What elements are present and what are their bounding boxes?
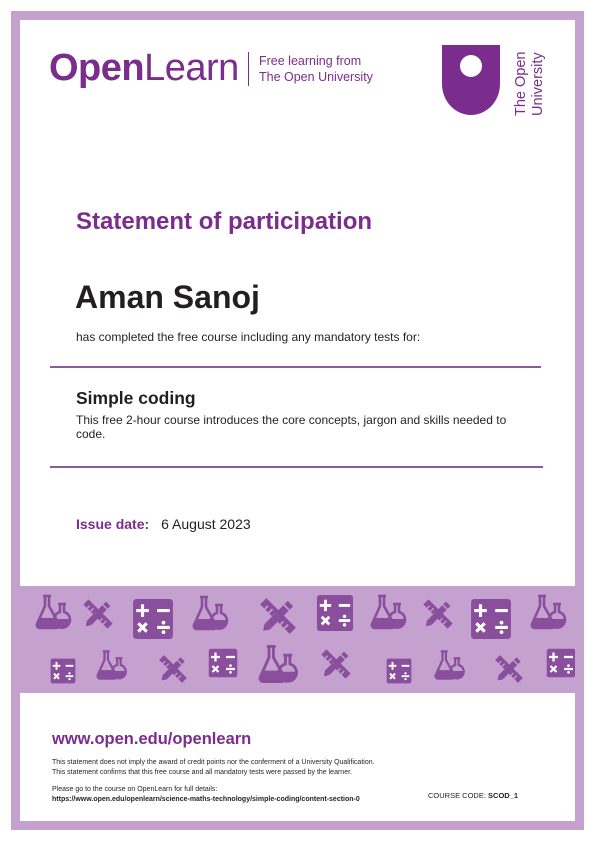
- ruler-pencil-icon: [318, 646, 354, 682]
- logo-divider: [248, 52, 249, 86]
- issue-date-value: 6 August 2023: [161, 516, 251, 532]
- calculator-icon: [132, 598, 174, 640]
- course-code-label: COURSE CODE:: [428, 791, 486, 800]
- calculator-icon: [546, 648, 575, 678]
- completion-statement: has completed the free course including any mandatory tests for:: [76, 330, 421, 344]
- disclaimer-line-2: This statement confirms that this free course and all mandatory tests were passed by the learner.: [52, 768, 352, 776]
- ruler-pencil-icon: [420, 596, 456, 632]
- flask-icon: [96, 648, 130, 682]
- flask-icon: [258, 642, 302, 686]
- issue-date-row: [76, 516, 251, 532]
- ruler-pencil-icon: [156, 652, 190, 686]
- ou-wordmark-line-2: University: [530, 52, 546, 116]
- divider-top: [50, 366, 541, 368]
- flask-icon: [370, 592, 410, 632]
- issue-date-label: Issue date:: [76, 516, 150, 532]
- flask-icon: [434, 648, 468, 682]
- calculator-icon: [208, 648, 238, 678]
- calculator-icon: [50, 658, 76, 684]
- tagline-line-2: The Open University: [259, 70, 373, 84]
- flask-icon: [192, 593, 232, 633]
- ou-wordmark-line-1: The Open: [513, 51, 529, 116]
- course-code-value: SCOD_1: [488, 791, 519, 800]
- flask-icon: [530, 592, 570, 632]
- calculator-icon: [386, 658, 412, 684]
- ruler-pencil-icon: [80, 596, 116, 632]
- openlearn-logo[interactable]: OpenLearn: [49, 47, 239, 89]
- disclaimer-line-1: This statement does not imply the award of credit points nor the conferment of a University Qualification.: [52, 759, 375, 766]
- course-name: Simple coding: [76, 388, 196, 408]
- open-university-wordmark: [509, 42, 547, 116]
- calculator-icon: [470, 598, 512, 640]
- certificate-title: Statement of participation: [76, 208, 373, 235]
- course-description: This free 2-hour course introduces the core concepts, jargon and skills needed to code.: [76, 413, 507, 441]
- openlearn-website-link[interactable]: www.open.edu/openlearn: [52, 730, 252, 748]
- ruler-pencil-icon: [492, 652, 526, 686]
- decorative-icon-band: [20, 586, 575, 693]
- calculator-icon: [316, 594, 354, 632]
- flask-icon: [35, 592, 75, 632]
- ruler-pencil-icon: [256, 594, 300, 638]
- course-code: [428, 791, 518, 800]
- course-url-link[interactable]: https://www.open.edu/openlearn/science-maths-technology/simple-coding/content-section-0: [52, 795, 360, 803]
- divider-bottom: [50, 466, 543, 468]
- details-line: Please go to the course on OpenLearn for full details:: [52, 786, 218, 793]
- recipient-name: Aman Sanoj: [75, 279, 260, 315]
- tagline-line-1: Free learning from: [259, 54, 362, 68]
- course-details: [52, 785, 360, 804]
- open-university-shield-icon[interactable]: [441, 44, 501, 116]
- logo-tagline: [259, 53, 373, 85]
- disclaimer: [52, 758, 375, 777]
